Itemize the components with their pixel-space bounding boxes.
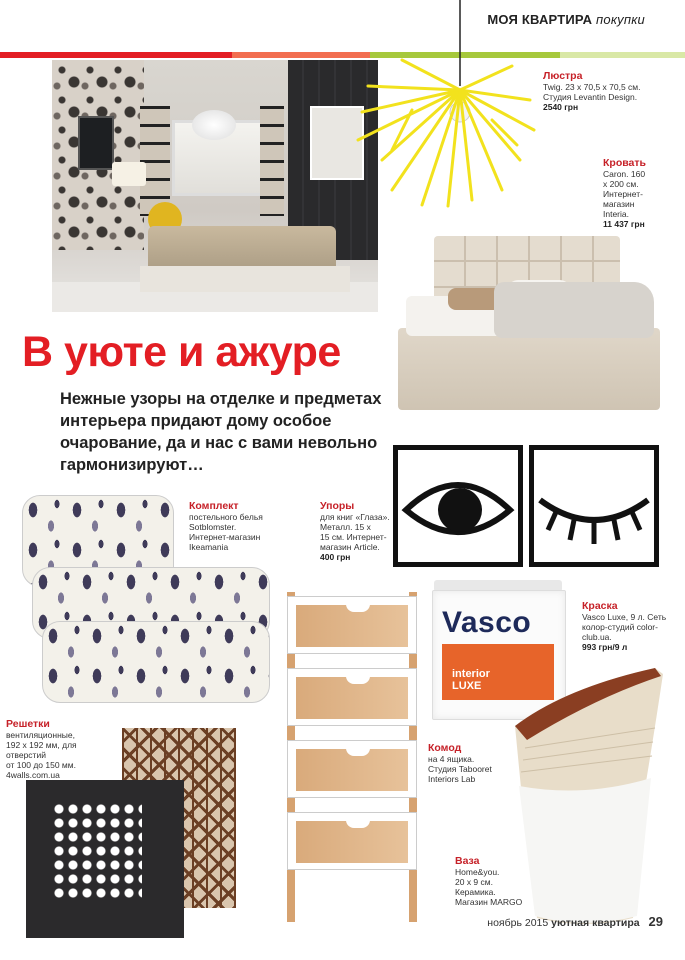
caption-komod-line2: Студия Tabooret <box>428 764 492 774</box>
caption-reshetki-line3: отверстий <box>6 750 46 760</box>
floor-lamp <box>112 162 146 186</box>
caption-vaza-title: Ваза <box>455 855 480 867</box>
caption-kraska-title: Краска <box>582 600 618 612</box>
color-bar-orange <box>232 52 370 58</box>
caption-bed-line3: Интернет- <box>603 189 643 199</box>
caption-vaza-line1: Home&you. <box>455 867 500 877</box>
caption-komplekt <box>189 500 263 552</box>
caption-kraska-line2: колор-студий color- <box>582 622 658 632</box>
tv-screen <box>78 116 114 170</box>
caption-upory-line2: Металл. 15 х <box>320 522 371 532</box>
twig-lamp-illustration <box>352 0 538 210</box>
open-eye-icon <box>398 450 518 562</box>
dresser-drawer <box>287 668 417 726</box>
caption-reshetki-line1: вентиляционные, <box>6 730 75 740</box>
caption-upory-price: 400 грн <box>320 552 351 562</box>
color-bar-light <box>560 52 685 58</box>
vase-photo <box>505 668 665 928</box>
caption-vaza-line2: 20 х 9 см. <box>455 877 493 887</box>
bed-throw <box>494 282 654 338</box>
caption-reshetki-title: Решетки <box>6 718 50 730</box>
bookshelf-left <box>140 106 170 216</box>
page-number: 29 <box>648 914 663 929</box>
rubric-section: покупки <box>596 12 645 27</box>
caption-lustra-line2: Студия Levantin Design. <box>543 92 638 102</box>
paint-label-line1: interior <box>452 668 490 680</box>
caption-bed-title: Кровать <box>603 157 646 169</box>
caption-upory <box>320 500 390 562</box>
caption-bed-line4: магазин <box>603 199 635 209</box>
bed-photo <box>398 230 660 415</box>
caption-bed-line2: x 200 см. <box>603 179 639 189</box>
caption-komplekt-line3: Интернет-магазин <box>189 532 261 542</box>
caption-reshetki-line2: 192 x 192 мм, для <box>6 740 77 750</box>
caption-upory-title: Упоры <box>320 500 355 512</box>
article-lead: Нежные узоры на отделке и предметах интерьера придают дому особое очарование, да и нас с вами невольно гармонизируют… <box>60 390 382 474</box>
caption-kraska <box>582 600 666 652</box>
color-bar-red <box>0 52 232 58</box>
dresser-photo <box>283 592 421 922</box>
bedroom-photo <box>52 60 378 312</box>
caption-lustra-price: 2540 грн <box>543 102 579 112</box>
rubric-name: МОЯ КВАРТИРА <box>487 12 593 27</box>
caption-reshetki-line4: от 100 до 150 мм. <box>6 760 76 770</box>
caption-kraska-line3: club.ua. <box>582 632 612 642</box>
paint-brand-logo: Vasco <box>442 606 532 639</box>
article-title: В уюте и ажуре <box>22 328 341 376</box>
caption-komod <box>428 742 492 784</box>
caption-komplekt-line2: Sotblomster. <box>189 522 237 532</box>
caption-kraska-price: 993 грн/9 л <box>582 642 628 652</box>
bed-frame <box>398 328 660 410</box>
caption-vaza <box>455 855 522 907</box>
caption-upory-line4: магазин Article. <box>320 542 380 552</box>
footer-magazine: уютная квартира <box>551 917 640 929</box>
caption-bed <box>603 157 646 229</box>
caption-bed-line5: Interia. <box>603 209 629 219</box>
grille-black <box>26 780 184 938</box>
page-footer <box>487 914 663 929</box>
chandelier <box>192 110 236 140</box>
caption-komod-title: Комод <box>428 742 462 754</box>
caption-vaza-line4: Магазин MARGO <box>455 897 523 907</box>
folded-sheet <box>42 621 270 703</box>
caption-komod-line1: на 4 ящика. <box>428 754 475 764</box>
dresser-drawer <box>287 596 417 654</box>
paint-label-line2: LUXE <box>452 680 482 692</box>
caption-reshetki <box>6 718 77 780</box>
caption-kraska-line1: Vasco Luxe, 9 л. Сеть <box>582 612 667 622</box>
caption-komod-line3: Interiors Lab <box>428 774 476 784</box>
bookend-closed-eye <box>529 445 659 567</box>
caption-upory-line1: для книг «Глаза». <box>320 512 390 522</box>
caption-komplekt-line4: Ikeamania <box>189 542 229 552</box>
caption-bed-line1: Caron. 160 <box>603 169 646 179</box>
caption-komplekt-title: Комплект <box>189 500 239 512</box>
dresser-drawer <box>287 740 417 798</box>
room-bed-base <box>140 266 350 292</box>
caption-vaza-line3: Керамика. <box>455 887 496 897</box>
footer-issue: ноябрь 2015 <box>487 917 549 929</box>
paint-label-text <box>452 668 490 692</box>
eye-bookends-photo <box>393 445 663 567</box>
caption-komplekt-line1: постельного белья <box>189 512 263 522</box>
caption-lustra <box>543 70 641 112</box>
caption-bed-price: 11 437 грн <box>603 219 645 229</box>
caption-lustra-line1: Twig. 23 x 70,5 x 70,5 см. <box>543 82 641 92</box>
caption-upory-line3: 15 см. Интернет- <box>320 532 387 542</box>
dresser-drawer <box>287 812 417 870</box>
caption-lustra-title: Люстра <box>543 70 583 82</box>
closed-eye-icon <box>534 450 654 562</box>
bookend-open-eye <box>393 445 523 567</box>
bookshelf-right <box>260 106 284 216</box>
caption-reshetki-line5: 4walls.com.ua <box>6 770 60 780</box>
